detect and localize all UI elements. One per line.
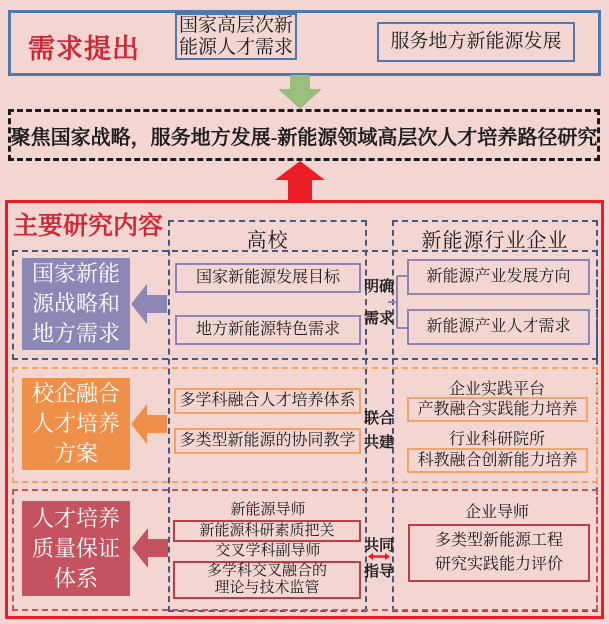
row2-ent-text2: 行业科研院所 (448, 430, 545, 448)
row2-side-label (22, 378, 130, 470)
row3-side-label-line3: 体系 (53, 565, 98, 591)
row2-uni-box1: 多学科融合人才培养体系 (174, 388, 361, 414)
row3-ent-box1-line2: 研究实践能力评价 (434, 556, 563, 573)
local-newenergy-service-box: 服务地方新能源发展 (377, 22, 575, 62)
row3-ent-text1: 企业导师 (464, 503, 529, 521)
row3-link-label-line2: 指导 (363, 563, 394, 580)
university-column-header: 高校 (246, 229, 289, 252)
row2-uni-box2: 多类型新能源的协同教学 (174, 428, 361, 454)
down-arrow-icon (278, 75, 322, 109)
national-talent-demand-line1: 国家高层次新 (178, 14, 293, 36)
row1-ent-box1: 新能源产业发展方向 (407, 259, 590, 295)
row3-side-label (22, 501, 130, 596)
row1-ent-box2: 新能源产业人才需求 (407, 309, 590, 345)
row3-left-arrow-icon (132, 524, 168, 572)
row1-side-label-line1: 国家新能 (31, 261, 120, 286)
row1-left-arrow-icon (131, 280, 167, 328)
row3-uni-text1: 新能源导师 (230, 502, 306, 518)
row2-side-label-line2: 人才培养 (31, 411, 120, 436)
row3-uni-box1: 新能源科研素质把关 (173, 520, 361, 542)
row1-link-label-line2: 需求 (363, 310, 394, 327)
row2-link-label-line2: 共建 (363, 434, 394, 451)
row2-ent-box1: 产教融合实践能力培养 (407, 397, 588, 422)
row2-link-label-line1: 联合 (363, 410, 394, 427)
main-content-title: 主要研究内容 (13, 213, 164, 240)
enterprise-column-header: 新能源行业企业 (421, 229, 569, 252)
row2-ent-text1: 企业实践平台 (448, 380, 545, 398)
row3-uni-box2 (173, 561, 361, 599)
row3-uni-box2-line2: 理论与技术监管 (214, 580, 320, 596)
row2-left-arrow-icon (131, 400, 167, 448)
row1-side-label-line3: 地方需求 (31, 321, 120, 346)
national-talent-demand-line2: 能源人才需求 (178, 36, 293, 58)
row1-bracket-connector (388, 273, 408, 331)
row1-link-label-line1: 明确 (363, 278, 394, 295)
row3-ent-box1-line1: 多类型新能源工程 (434, 532, 563, 549)
row3-uni-text2: 交叉学科副导师 (215, 543, 321, 559)
national-talent-demand-box (175, 13, 297, 60)
row1-side-label (22, 258, 130, 350)
row2-side-label-line3: 方案 (53, 441, 98, 466)
row3-ent-box1 (408, 524, 590, 582)
up-arrow-icon (275, 161, 325, 201)
demand-section-title: 需求提出 (28, 34, 140, 64)
row3-link-label-line1: 共同 (363, 537, 394, 554)
row3-side-label-line2: 质量保证 (31, 535, 120, 561)
row2-ent-box2: 科教融合创新能力培养 (407, 448, 588, 473)
row3-uni-box2-line1: 多学科交叉融合的 (206, 563, 327, 579)
row1-side-label-line2: 源战略和 (31, 291, 120, 316)
row2-side-label-line1: 校企融合 (31, 381, 120, 406)
row1-uni-box2: 地方新能源特色需求 (175, 315, 361, 345)
row3-side-label-line1: 人才培养 (31, 505, 120, 531)
row1-uni-box1: 国家新能源发展目标 (175, 263, 361, 293)
research-theme-banner: 聚焦国家战略，服务地方发展-新能源领域高层次人才培养路径研究 (8, 109, 600, 161)
